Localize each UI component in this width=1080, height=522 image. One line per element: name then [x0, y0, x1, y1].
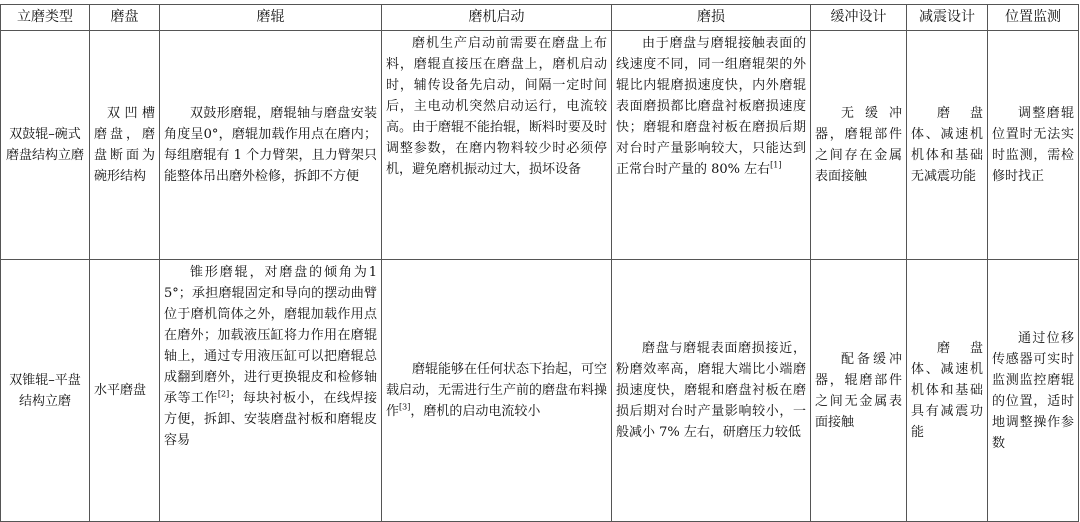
- roller-text-b: ；每块衬板小，在线焊接方便，拆卸、安装磨盘衬板和磨辊皮容易: [164, 391, 377, 448]
- header-cell-wear: 磨损: [612, 5, 811, 31]
- cell-startup: 磨机生产启动前需要在磨盘上布料，磨辊直接压在磨盘上，磨机启动时，辅传设备先启动，间隔一定时间后，主电动机突然启动运行，电流较高。由于磨辊不能抬辊，断料时要及时调整参数，在磨内物料较少时必须停机，避免磨机振动过大，损坏设备: [382, 31, 612, 260]
- header-cell-monitor: 位置监测: [988, 5, 1079, 31]
- cell-disc: 双凹槽磨盘，磨盘断面为碗形结构: [90, 31, 160, 260]
- cell-mill-type: 双鼓辊–碗式磨盘结构立磨: [1, 31, 90, 260]
- cell-roller: 双鼓形磨辊，磨辊轴与磨盘安装角度呈0°，磨辊加载作用点在磨内；每组磨辊有 1 个力臂架，且力臂架只能整体吊出磨外检修，拆卸不方便: [160, 31, 382, 260]
- citation-ref: [2]: [217, 389, 230, 399]
- cell-damping: 磨盘体、减速机机体和基础无减震功能: [907, 31, 988, 260]
- header-cell-roller: 磨辊: [160, 5, 382, 31]
- cell-startup: [382, 260, 612, 522]
- header-cell-startup: 磨机启动: [382, 5, 612, 31]
- citation-ref: [3]: [399, 402, 411, 412]
- header-cell-type: 立磨类型: [1, 5, 90, 31]
- startup-text-a: 磨辊能够在任何状态下抬起，可空载启动，无需进行生产前的磨盘布料操作: [386, 362, 608, 419]
- cell-buffer: 配备缓冲器，辊磨部件之间无金属表面接触: [811, 260, 907, 522]
- table-row: [1, 260, 1079, 522]
- cell-wear: 磨盘与磨辊表面磨损接近，粉磨效率高，磨辊大端比小端磨损速度快，磨辊和磨盘衬板在磨损后期对台时产量影响较小，一般减小 7% 左右，研磨压力较低: [612, 260, 811, 522]
- mill-comparison-table: [0, 4, 1079, 522]
- cell-mill-type: 双锥辊–平盘结构立磨: [1, 260, 90, 522]
- cell-wear: [612, 31, 811, 260]
- header-row: [1, 5, 1079, 31]
- cell-roller: [160, 260, 382, 522]
- cell-buffer: 无缓冲器，磨辊部件之间存在金属表面接触: [811, 31, 907, 260]
- startup-text-b: ，磨机的启动电流较小: [410, 404, 541, 419]
- cell-damping: 磨盘体、减速机机体和基础具有减震功能: [907, 260, 988, 522]
- header-cell-buffer: 缓冲设计: [811, 5, 907, 31]
- header-cell-disc: 磨盘: [90, 5, 160, 31]
- cell-disc: 水平磨盘: [90, 260, 160, 522]
- citation-ref: [1]: [770, 160, 782, 170]
- wear-text: 由于磨盘与磨辊接触表面的线速度不同，同一组磨辊架的外辊比内辊磨损速度快，内外磨辊表面磨损都比磨盘衬板磨损速度快；磨辊和磨盘衬板在磨损后期对台时产量影响较大，只能达到正常台时产量的 80% 左右: [616, 36, 806, 177]
- header-cell-damping: 减震设计: [907, 5, 988, 31]
- cell-monitor: 调整磨辊位置时无法实时监测，需检修时找正: [988, 31, 1079, 260]
- roller-text-a: 锥形磨辊，对磨盘的倾角为15°；承担磨辊固定和导向的摆动曲臂位于磨机筒体之外，磨辊加载作用点在磨外；加载液压缸将力作用在磨辊轴上，通过专用液压缸可以把磨辊总成翻到磨外，进行更换辊皮和检修轴承等工作: [164, 265, 377, 406]
- table-row: [1, 31, 1079, 260]
- cell-monitor: 通过位移传感器可实时监测监控磨辊的位置，适时地调整操作参数: [988, 260, 1079, 522]
